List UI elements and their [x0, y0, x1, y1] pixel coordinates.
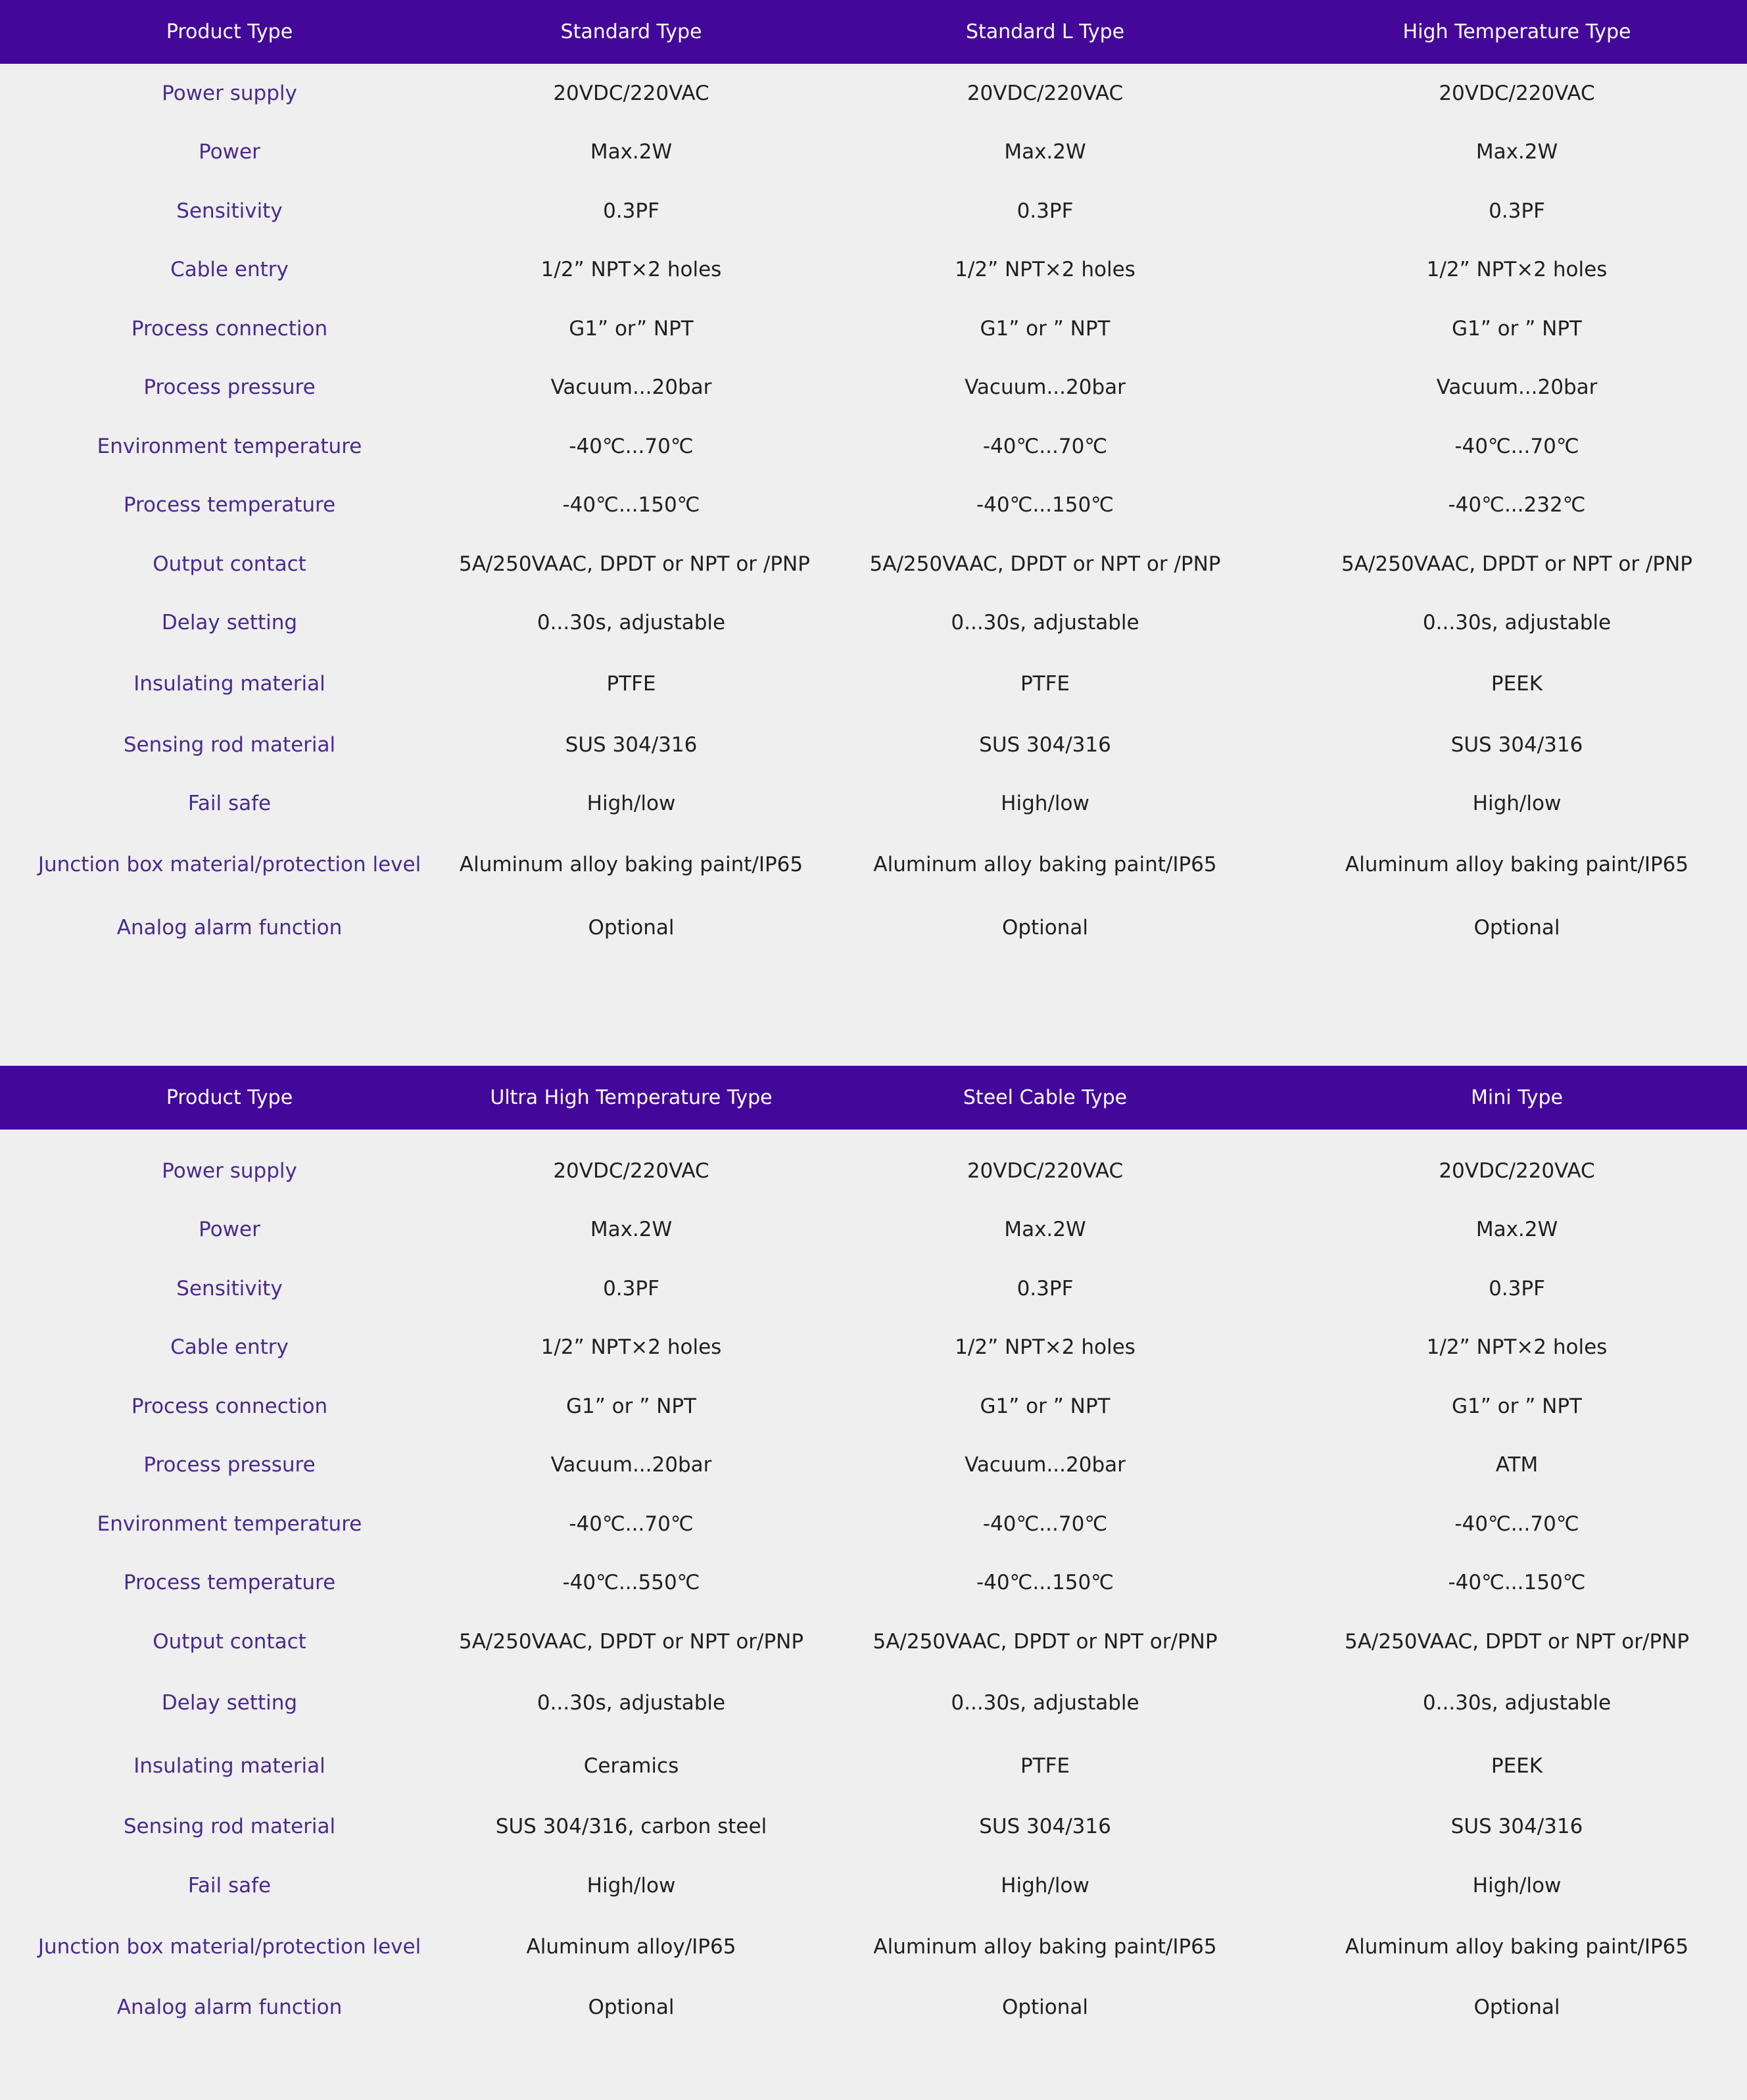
row-value: -40℃...70℃	[569, 434, 694, 458]
row-value: -40℃...550℃	[562, 1571, 700, 1595]
table-row	[0, 775, 1747, 834]
table-row	[0, 181, 1747, 241]
row-label: Delay setting	[161, 611, 298, 635]
row-value: 1/2” NPT×2 holes	[540, 1335, 722, 1360]
row-value: Aluminum alloy baking paint/IP65	[873, 1934, 1217, 1959]
row-value: -40℃...150℃	[976, 1571, 1114, 1595]
row-value: Optional	[588, 916, 675, 940]
row-label: Insulating material	[133, 1754, 325, 1778]
table-row	[0, 1734, 1747, 1798]
row-value: PTFE	[1020, 672, 1070, 696]
row-value: 5A/250VAAC, DPDT or NPT or/PNP	[873, 1629, 1218, 1654]
row-value: ATM	[1495, 1453, 1539, 1477]
table-row	[0, 1318, 1747, 1377]
table-row	[0, 1554, 1747, 1613]
row-value: 20VDC/220VAC	[553, 81, 709, 105]
row-value: G1” or ” NPT	[566, 1394, 696, 1418]
row-label: Insulating material	[133, 672, 325, 696]
row-value: 5A/250VAAC, DPDT or NPT or/PNP	[459, 1629, 804, 1654]
table-row	[0, 1141, 1747, 1201]
row-label: Sensitivity	[176, 199, 283, 223]
header-cell-model: Steel Cable Type	[963, 1086, 1128, 1109]
row-value: 0.3PF	[1489, 1276, 1545, 1301]
row-value: SUS 304/316, carbon steel	[495, 1815, 767, 1839]
row-value: 0.3PF	[603, 199, 659, 223]
row-label: Sensitivity	[176, 1276, 283, 1301]
row-value: 20VDC/220VAC	[1439, 1158, 1595, 1183]
row-value: Max.2W	[1475, 140, 1558, 164]
table-header-row	[0, 0, 1747, 64]
header-cell-product-type: Product Type	[166, 20, 293, 43]
row-label: Power supply	[162, 1158, 297, 1183]
table-row	[0, 299, 1747, 358]
row-value: Optional	[588, 1995, 675, 2020]
row-value: Max.2W	[590, 1218, 673, 1242]
row-value: Optional	[1473, 916, 1560, 940]
table-row	[0, 1612, 1747, 1671]
row-value: 0...30s, adjustable	[951, 1690, 1139, 1715]
table-row	[0, 1436, 1747, 1495]
table-header-row	[0, 1066, 1747, 1130]
table-row	[0, 833, 1747, 896]
row-value: G1” or ” NPT	[980, 316, 1111, 341]
row-value: Max.2W	[1475, 1218, 1558, 1242]
row-value: Vacuum...20bar	[965, 375, 1126, 400]
row-label: Junction box material/protection level	[37, 853, 421, 876]
row-value: 20VDC/220VAC	[553, 1158, 709, 1183]
table-row	[0, 1856, 1747, 1915]
row-value: G1” or ” NPT	[1452, 316, 1582, 341]
row-value: -40℃...150℃	[976, 493, 1114, 517]
row-value: -40℃...70℃	[569, 1512, 694, 1536]
header-cell-product-type: Product Type	[166, 1086, 293, 1109]
header-cell-model: High Temperature Type	[1402, 20, 1631, 43]
row-value: 1/2” NPT×2 holes	[955, 258, 1136, 282]
row-value: High/low	[1001, 792, 1089, 816]
table-row	[0, 1978, 1747, 2038]
table-row	[0, 417, 1747, 476]
row-value: -40℃...232℃	[1448, 493, 1586, 517]
row-value: 20VDC/220VAC	[1439, 81, 1595, 105]
row-value: Vacuum...20bar	[965, 1453, 1126, 1477]
header-cell-model: Standard L Type	[965, 20, 1125, 43]
row-value: 0...30s, adjustable	[1422, 1690, 1612, 1715]
row-value: 1/2” NPT×2 holes	[1426, 258, 1608, 282]
row-label: Power	[199, 1218, 260, 1242]
row-value: -40℃...70℃	[982, 434, 1108, 458]
row-value: -40℃...150℃	[1448, 1571, 1586, 1595]
row-value: High/low	[1001, 1873, 1089, 1897]
table-row	[0, 1915, 1747, 1978]
row-label: Process pressure	[143, 375, 316, 400]
table-row	[0, 1259, 1747, 1318]
row-value: High/low	[1472, 1873, 1562, 1897]
row-label: Delay setting	[161, 1690, 298, 1715]
table-row	[0, 1377, 1747, 1436]
row-value: PEEK	[1491, 672, 1543, 696]
row-value: 5A/250VAAC, DPDT or NPT or /PNP	[459, 552, 810, 576]
row-value: Aluminum alloy/IP65	[526, 1934, 736, 1959]
row-value: 5A/250VAAC, DPDT or NPT or /PNP	[869, 552, 1221, 576]
row-value: G1” or ” NPT	[1452, 1394, 1582, 1418]
row-label: Junction box material/protection level	[37, 1934, 421, 1959]
row-value: 0.3PF	[1017, 199, 1074, 223]
table-body	[0, 64, 1747, 959]
row-label: Process connection	[131, 316, 328, 341]
row-value: Aluminum alloy baking paint/IP65	[1345, 853, 1689, 876]
row-label: Analog alarm function	[116, 1995, 343, 2020]
row-label: Output contact	[153, 552, 306, 576]
table-row	[0, 535, 1747, 594]
table-row	[0, 1494, 1747, 1554]
row-value: PEEK	[1491, 1754, 1543, 1778]
table-row	[0, 1671, 1747, 1734]
row-value: Max.2W	[1004, 140, 1086, 164]
row-value: Max.2W	[590, 140, 673, 164]
row-value: 20VDC/220VAC	[967, 81, 1124, 105]
row-value: 1/2” NPT×2 holes	[955, 1335, 1136, 1360]
row-value: PTFE	[606, 672, 656, 696]
row-value: Ceramics	[583, 1754, 679, 1778]
row-label: Fail safe	[187, 792, 272, 816]
row-value: SUS 304/316	[979, 1815, 1111, 1839]
table-row	[0, 594, 1747, 653]
row-value: Aluminum alloy baking paint/IP65	[873, 853, 1217, 876]
table-row	[0, 715, 1747, 775]
table-row	[0, 896, 1747, 959]
row-value: -40℃...150℃	[562, 493, 700, 517]
row-value: PTFE	[1020, 1754, 1070, 1778]
row-value: Vacuum...20bar	[550, 375, 712, 400]
table-row	[0, 1201, 1747, 1260]
row-label: Output contact	[153, 1629, 306, 1654]
row-value: 1/2” NPT×2 holes	[540, 258, 722, 282]
row-value: High/low	[586, 792, 676, 816]
row-value: High/low	[1472, 792, 1562, 816]
row-value: SUS 304/316	[1450, 1815, 1583, 1839]
row-value: -40℃...70℃	[1454, 434, 1579, 458]
row-value: High/low	[586, 1873, 676, 1897]
row-value: 0...30s, adjustable	[951, 611, 1139, 635]
table-row	[0, 652, 1747, 715]
row-value: G1” or” NPT	[569, 316, 694, 341]
row-value: SUS 304/316	[565, 732, 698, 757]
row-value: 0.3PF	[1489, 199, 1545, 223]
row-value: 5A/250VAAC, DPDT or NPT or/PNP	[1344, 1629, 1690, 1654]
row-value: SUS 304/316	[979, 732, 1111, 757]
header-cell-model: Mini Type	[1470, 1086, 1563, 1109]
row-value: 20VDC/220VAC	[967, 1158, 1124, 1183]
row-label: Power supply	[162, 81, 297, 105]
row-value: Vacuum...20bar	[550, 1453, 712, 1477]
row-value: 0...30s, adjustable	[537, 611, 726, 635]
row-value: 0...30s, adjustable	[537, 1690, 726, 1715]
row-value: Optional	[1001, 1995, 1089, 2020]
row-label: Process pressure	[143, 1453, 316, 1477]
row-value: 0.3PF	[603, 1276, 659, 1301]
row-value: Aluminum alloy baking paint/IP65	[1345, 1934, 1689, 1959]
row-label: Process temperature	[123, 493, 336, 517]
header-cell-model: Ultra High Temperature Type	[490, 1086, 773, 1109]
row-value: 0.3PF	[1017, 1276, 1074, 1301]
row-label: Cable entry	[170, 1335, 289, 1360]
table-row	[0, 358, 1747, 418]
table-row	[0, 241, 1747, 300]
row-label: Sensing rod material	[123, 732, 336, 757]
table-row	[0, 64, 1747, 123]
row-value: G1” or ” NPT	[980, 1394, 1111, 1418]
spec-table-2	[0, 1066, 1747, 2037]
row-label: Process connection	[131, 1394, 328, 1418]
row-label: Process temperature	[123, 1571, 336, 1595]
row-label: Cable entry	[170, 258, 289, 282]
row-value: 5A/250VAAC, DPDT or NPT or /PNP	[1341, 552, 1692, 576]
row-label: Environment temperature	[97, 1512, 362, 1536]
header-cell-model: Standard Type	[560, 20, 702, 43]
row-label: Fail safe	[187, 1873, 272, 1897]
row-label: Power	[199, 140, 260, 164]
table-body	[0, 1130, 1747, 2037]
row-value: -40℃...70℃	[1454, 1512, 1579, 1536]
row-value: 0...30s, adjustable	[1422, 611, 1612, 635]
row-label: Sensing rod material	[123, 1815, 336, 1839]
table-row	[0, 476, 1747, 535]
row-value: SUS 304/316	[1450, 732, 1583, 757]
row-value: Optional	[1473, 1995, 1560, 2020]
table-row	[0, 123, 1747, 182]
spec-table-1	[0, 0, 1747, 959]
row-value: Aluminum alloy baking paint/IP65	[459, 853, 803, 876]
row-value: 1/2” NPT×2 holes	[1426, 1335, 1608, 1360]
row-value: -40℃...70℃	[982, 1512, 1108, 1536]
row-value: Max.2W	[1004, 1218, 1086, 1242]
row-label: Environment temperature	[97, 434, 362, 458]
row-value: Optional	[1001, 916, 1089, 940]
row-value: Vacuum...20bar	[1436, 375, 1598, 400]
table-row	[0, 1798, 1747, 1857]
row-label: Analog alarm function	[116, 916, 343, 940]
